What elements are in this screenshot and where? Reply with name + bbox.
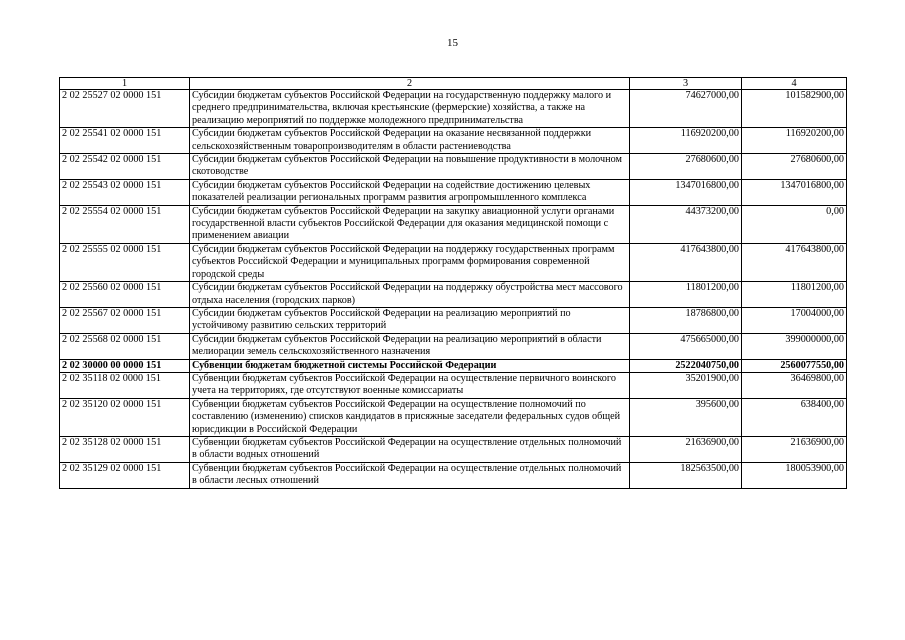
header-cell-4: 4 bbox=[742, 78, 847, 90]
code-cell: 2 02 25527 02 0000 151 bbox=[60, 90, 190, 128]
code-cell: 2 02 25568 02 0000 151 bbox=[60, 333, 190, 359]
code-cell: 2 02 25567 02 0000 151 bbox=[60, 307, 190, 333]
table-row bbox=[60, 333, 847, 359]
value-col3-cell: 2522040750,00 bbox=[630, 359, 742, 372]
table-row bbox=[60, 128, 847, 154]
value-col4-cell: 180053900,00 bbox=[742, 462, 847, 488]
code-cell: 2 02 25542 02 0000 151 bbox=[60, 154, 190, 180]
table-row bbox=[60, 179, 847, 205]
code-cell: 2 02 25541 02 0000 151 bbox=[60, 128, 190, 154]
table-row bbox=[60, 205, 847, 243]
value-col4-cell: 0,00 bbox=[742, 205, 847, 243]
value-col4-cell: 101582900,00 bbox=[742, 90, 847, 128]
header-cell-3: 3 bbox=[630, 78, 742, 90]
table-header-row bbox=[60, 78, 847, 90]
description-cell: Субсидии бюджетам субъектов Российской Федерации на оказание несвязанной поддержки сельскохозяйственным товаропроизводителям в области растениеводства bbox=[190, 128, 630, 154]
value-col3-cell: 35201900,00 bbox=[630, 372, 742, 398]
header-cell-2: 2 bbox=[190, 78, 630, 90]
value-col4-cell: 11801200,00 bbox=[742, 282, 847, 308]
table-row bbox=[60, 372, 847, 398]
description-cell: Субвенции бюджетам субъектов Российской Федерации на осуществление полномочий по составлению (изменению) списков кандидатов в присяжные заседатели федеральных судов общей юрисдикции в Российской Федерации bbox=[190, 398, 630, 436]
value-col4-cell: 2560077550,00 bbox=[742, 359, 847, 372]
budget-table bbox=[59, 77, 847, 489]
value-col4-cell: 27680600,00 bbox=[742, 154, 847, 180]
description-cell: Субсидии бюджетам субъектов Российской Федерации на реализацию мероприятий в области мелиорации земель сельскохозяйственного назначения bbox=[190, 333, 630, 359]
value-col4-cell: 399000000,00 bbox=[742, 333, 847, 359]
code-cell: 2 02 25560 02 0000 151 bbox=[60, 282, 190, 308]
header-cell-1: 1 bbox=[60, 78, 190, 90]
value-col4-cell: 1347016800,00 bbox=[742, 179, 847, 205]
code-cell: 2 02 30000 00 0000 151 bbox=[60, 359, 190, 372]
value-col3-cell: 475665000,00 bbox=[630, 333, 742, 359]
code-cell: 2 02 25555 02 0000 151 bbox=[60, 243, 190, 281]
value-col4-cell: 21636900,00 bbox=[742, 436, 847, 462]
value-col3-cell: 27680600,00 bbox=[630, 154, 742, 180]
description-cell: Субсидии бюджетам субъектов Российской Федерации на содействие достижению целевых показателей реализации региональных программ развития агропромышленного комплекса bbox=[190, 179, 630, 205]
description-cell: Субсидии бюджетам субъектов Российской Федерации на реализацию мероприятий по устойчивому развитию сельских территорий bbox=[190, 307, 630, 333]
value-col3-cell: 18786800,00 bbox=[630, 307, 742, 333]
table-row bbox=[60, 398, 847, 436]
value-col4-cell: 36469800,00 bbox=[742, 372, 847, 398]
table-row bbox=[60, 307, 847, 333]
table-row bbox=[60, 462, 847, 488]
value-col3-cell: 21636900,00 bbox=[630, 436, 742, 462]
code-cell: 2 02 35128 02 0000 151 bbox=[60, 436, 190, 462]
code-cell: 2 02 35118 02 0000 151 bbox=[60, 372, 190, 398]
table-row bbox=[60, 436, 847, 462]
table-row bbox=[60, 359, 847, 372]
code-cell: 2 02 35129 02 0000 151 bbox=[60, 462, 190, 488]
description-cell: Субсидии бюджетам субъектов Российской Федерации на государственную поддержку малого и среднего предпринимательства, включая крестьянские (фермерские) хозяйства, а также на реализацию мероприятий по поддержке молодежного предпринимательства bbox=[190, 90, 630, 128]
value-col3-cell: 417643800,00 bbox=[630, 243, 742, 281]
value-col4-cell: 417643800,00 bbox=[742, 243, 847, 281]
table-row bbox=[60, 154, 847, 180]
description-cell: Субвенции бюджетам бюджетной системы Российской Федерации bbox=[190, 359, 630, 372]
description-cell: Субвенции бюджетам субъектов Российской Федерации на осуществление отдельных полномочий в области лесных отношений bbox=[190, 462, 630, 488]
description-cell: Субсидии бюджетам субъектов Российской Федерации на поддержку обустройства мест массового отдыха населения (городских парков) bbox=[190, 282, 630, 308]
value-col4-cell: 638400,00 bbox=[742, 398, 847, 436]
value-col4-cell: 17004000,00 bbox=[742, 307, 847, 333]
page-number: 15 bbox=[447, 37, 458, 49]
value-col3-cell: 44373200,00 bbox=[630, 205, 742, 243]
code-cell: 2 02 25543 02 0000 151 bbox=[60, 179, 190, 205]
table-row bbox=[60, 90, 847, 128]
value-col3-cell: 182563500,00 bbox=[630, 462, 742, 488]
description-cell: Субвенции бюджетам субъектов Российской Федерации на осуществление отдельных полномочий в области водных отношений bbox=[190, 436, 630, 462]
value-col3-cell: 11801200,00 bbox=[630, 282, 742, 308]
value-col3-cell: 1347016800,00 bbox=[630, 179, 742, 205]
value-col4-cell: 116920200,00 bbox=[742, 128, 847, 154]
description-cell: Субсидии бюджетам субъектов Российской Федерации на закупку авиационной услуги органами государственной власти субъектов Российской Федерации для оказания медицинской помощи с применением авиации bbox=[190, 205, 630, 243]
table-row bbox=[60, 243, 847, 281]
value-col3-cell: 395600,00 bbox=[630, 398, 742, 436]
code-cell: 2 02 25554 02 0000 151 bbox=[60, 205, 190, 243]
code-cell: 2 02 35120 02 0000 151 bbox=[60, 398, 190, 436]
table-row bbox=[60, 282, 847, 308]
value-col3-cell: 116920200,00 bbox=[630, 128, 742, 154]
description-cell: Субсидии бюджетам субъектов Российской Федерации на повышение продуктивности в молочном скотоводстве bbox=[190, 154, 630, 180]
description-cell: Субсидии бюджетам субъектов Российской Федерации на поддержку государственных программ субъектов Российской Федерации и муниципальных программ формирования современной городской среды bbox=[190, 243, 630, 281]
value-col3-cell: 74627000,00 bbox=[630, 90, 742, 128]
description-cell: Субвенции бюджетам субъектов Российской Федерации на осуществление первичного воинского учета на территориях, где отсутствуют военные комиссариаты bbox=[190, 372, 630, 398]
